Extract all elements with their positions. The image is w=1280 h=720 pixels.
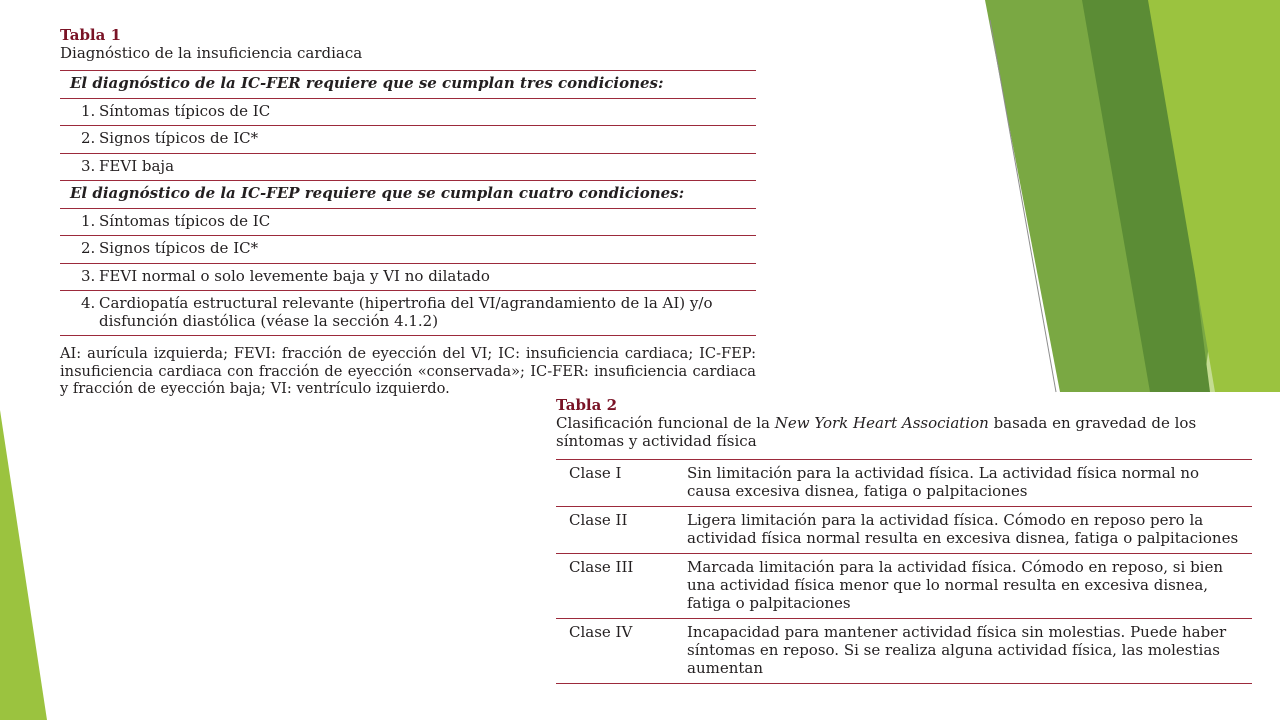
tabla-1-row <box>60 99 756 127</box>
tabla-1 <box>60 26 756 398</box>
tabla-1-row <box>60 291 756 336</box>
row-number: 4. <box>81 294 96 312</box>
row-number: 1. <box>81 211 96 230</box>
row-text: Síntomas típicos de IC <box>99 101 271 120</box>
tabla-2 <box>556 396 1252 688</box>
row-text: Síntomas típicos de IC <box>99 211 271 230</box>
row-number: 3. <box>81 156 96 175</box>
tabla-2-row <box>556 507 1252 554</box>
clase-cell: Clase IV <box>569 623 633 641</box>
row-number: 1. <box>81 101 96 120</box>
tabla-2-row <box>556 460 1252 507</box>
row-text: FEVI baja <box>99 156 175 175</box>
description-cell: Sin limitación para la actividad física. La actividad física normal no causa excesiva disnea, fatiga o palpitaciones <box>687 464 1200 500</box>
row-number: 2. <box>81 129 96 147</box>
tabla-1-row <box>60 154 756 182</box>
left-green-triangle <box>0 410 47 720</box>
tabla-1-row <box>60 236 756 264</box>
clase-cell: Clase III <box>569 558 634 576</box>
tabla-2-caption <box>556 414 1252 450</box>
tabla-2-row <box>556 554 1252 619</box>
tabla-1-section-header: El diagnóstico de la IC-FEP requiere que se cumplan cuatro condiciones: <box>60 181 756 209</box>
tabla-2-row <box>556 619 1252 684</box>
description-cell: Incapacidad para mantener actividad física sin molestias. Puede haber síntomas en reposo. Si se realiza alguna actividad física, las molestias aumentan <box>687 623 1227 677</box>
caption-text: Clasificación funcional de la <box>556 414 775 432</box>
clase-cell: Clase I <box>569 464 622 482</box>
tabla-1-label: Tabla 1 <box>60 26 122 44</box>
caption-text: basada en gravedad de los síntomas y actividad física <box>556 414 1197 450</box>
row-number: 3. <box>81 266 96 285</box>
tabla-2-label: Tabla 2 <box>556 396 618 414</box>
clase-cell: Clase II <box>569 511 628 529</box>
row-text: FEVI normal o solo levemente baja y VI no dilatado <box>99 266 490 285</box>
tabla-1-row <box>60 264 756 292</box>
caption-italic-text: New York Heart Association <box>774 414 989 432</box>
description-cell: Marcada limitación para la actividad física. Cómodo en reposo, si bien una actividad física menor que lo normal resulta en excesiva disnea, fatiga o palpitaciones <box>687 558 1224 612</box>
tabla-1-row <box>60 209 756 237</box>
tabla-1-row <box>60 126 756 154</box>
row-number: 2. <box>81 239 96 257</box>
row-text: Cardiopatía estructural relevante (hipertrofia del VI/agrandamiento de la AI) y/o disfunción diastólica (véase la sección 4.1.2) <box>99 294 713 330</box>
tabla-1-caption: Diagnóstico de la insuficiencia cardiaca <box>60 44 363 62</box>
tabla-1-section-header: El diagnóstico de la IC-FER requiere que se cumplan tres condiciones: <box>60 71 756 99</box>
row-text: Signos típicos de IC* <box>99 239 259 257</box>
row-text: Signos típicos de IC* <box>99 129 259 147</box>
description-cell: Ligera limitación para la actividad física. Cómodo en reposo pero la actividad física normal resulta en excesiva disnea, fatiga o palpitaciones <box>687 511 1239 547</box>
tabla-1-footnote: AI: aurícula izquierda; FEVI: fracción de eyección del VI; IC: insuficiencia cardiaca; IC-FEP: insuficiencia cardiaca con fracción de eyección «conservada»; IC-FER: insuficiencia cardiaca y fracción de eyección baja; VI: ventrículo izquierdo. <box>60 345 756 397</box>
